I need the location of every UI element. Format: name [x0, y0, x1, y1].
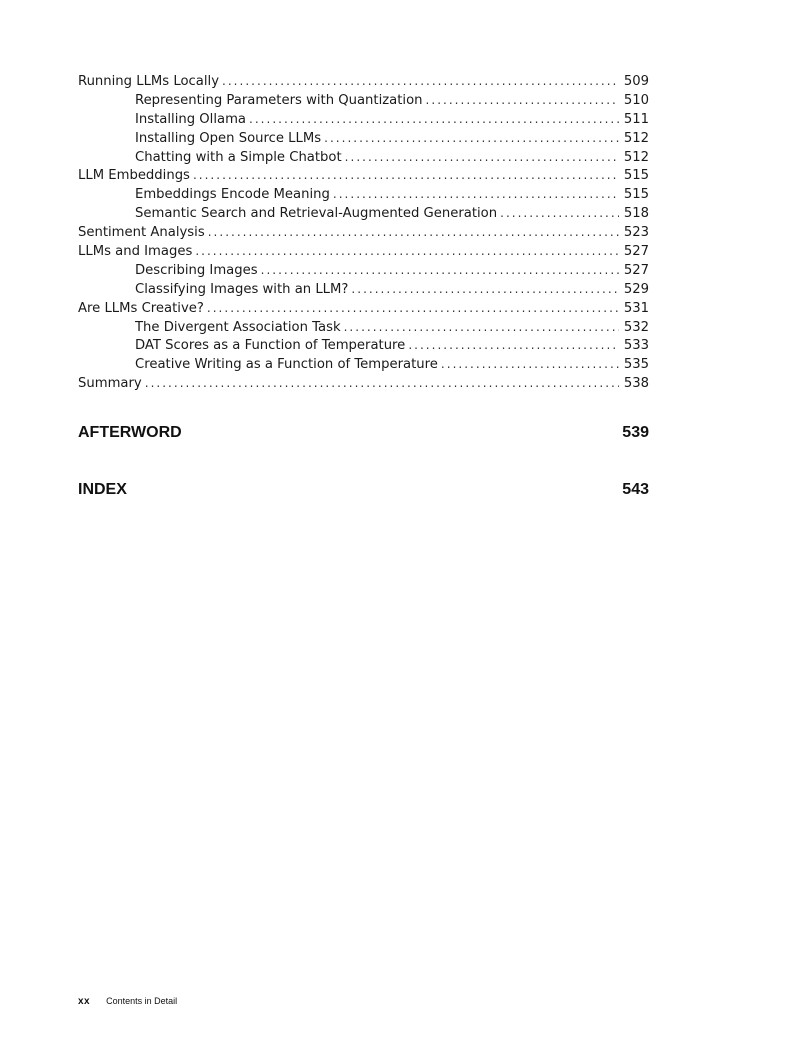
toc-entry-llm-embeddings[interactable]: [78, 166, 649, 185]
toc-entry-title: LLM Embeddings: [78, 168, 190, 184]
toc-entry-dat-scores-temperature[interactable]: [78, 336, 649, 355]
dot-leader: [351, 280, 619, 299]
toc-entry-page: 515: [623, 187, 649, 203]
toc-entry-page: 527: [623, 262, 649, 278]
toc-entry-page: 511: [623, 111, 649, 127]
toc-entry-title: Creative Writing as a Function of Temperature: [135, 357, 438, 373]
toc-entry-title: Classifying Images with an LLM?: [135, 281, 349, 297]
toc-entry-page: 535: [623, 357, 649, 373]
toc-entry-page: 533: [623, 338, 649, 354]
toc-entry-title: Installing Open Source LLMs: [135, 130, 322, 146]
dot-leader: [408, 336, 619, 355]
toc-entry-title: Sentiment Analysis: [78, 225, 205, 241]
dot-leader: [207, 299, 619, 318]
dot-leader: [333, 185, 619, 204]
toc-entry-llms-and-images[interactable]: [78, 242, 649, 261]
toc-entry-title: LLMs and Images: [78, 244, 193, 260]
toc-entry-summary[interactable]: [78, 374, 649, 393]
dot-leader: [426, 91, 619, 110]
toc-entry-sentiment-analysis[interactable]: [78, 223, 649, 242]
toc-entry-page: 510: [623, 92, 649, 108]
toc-entry-page: 512: [623, 149, 649, 165]
toc-entry-page: 531: [623, 300, 649, 316]
toc-entry-page: 509: [623, 74, 649, 89]
dot-leader: [441, 355, 619, 374]
toc-entry-page: 529: [623, 281, 649, 297]
toc-entry-title: Chatting with a Simple Chatbot: [135, 149, 342, 165]
toc-entry-afterword[interactable]: [78, 424, 649, 442]
index-page: 543: [622, 481, 649, 498]
toc-entry-chatting-simple-chatbot[interactable]: [78, 148, 649, 167]
toc-entry-creative-writing-temperature[interactable]: [78, 355, 649, 374]
dot-leader: [345, 148, 619, 167]
toc-entry-title: Installing Ollama: [135, 111, 246, 127]
toc-entry-are-llms-creative[interactable]: [78, 299, 649, 318]
toc-entry-index[interactable]: [78, 481, 649, 499]
toc-entry-title: Embeddings Encode Meaning: [135, 187, 330, 203]
dot-leader: [324, 129, 619, 148]
afterword-title: AFTERWORD: [78, 424, 182, 441]
toc-entry-page: 515: [623, 168, 649, 184]
toc-entry-installing-open-source-llms[interactable]: [78, 129, 649, 148]
dot-leader: [195, 242, 619, 261]
toc-entry-installing-ollama[interactable]: [78, 110, 649, 129]
toc-entry-divergent-association-task[interactable]: [78, 318, 649, 337]
dot-leader: [208, 223, 619, 242]
toc-entry-title: DAT Scores as a Function of Temperature: [135, 338, 406, 354]
footer-page-number: xx: [78, 996, 91, 1007]
toc-entry-title: The Divergent Association Task: [135, 319, 341, 335]
toc-entry-page: 523: [623, 225, 649, 241]
dot-leader: [344, 318, 619, 337]
dot-leader: [222, 72, 619, 91]
dot-leader: [145, 374, 619, 393]
toc-entry-representing-parameters[interactable]: [78, 91, 649, 110]
index-title: INDEX: [78, 481, 127, 498]
toc-entry-embeddings-encode-meaning[interactable]: [78, 185, 649, 204]
dot-leader: [500, 204, 619, 223]
dot-leader: [261, 261, 619, 280]
toc-entry-title: Representing Parameters with Quantization: [135, 92, 423, 108]
toc-entry-semantic-search-rag[interactable]: [78, 204, 649, 223]
dot-leader: [193, 166, 619, 185]
toc-entry-describing-images[interactable]: [78, 261, 649, 280]
toc-entry-title: Summary: [78, 376, 142, 392]
toc-entry-title: Describing Images: [135, 262, 258, 278]
page-footer: [78, 996, 177, 1007]
toc-entry-running-llms-locally[interactable]: [78, 72, 649, 91]
toc-entry-classifying-images[interactable]: [78, 280, 649, 299]
afterword-page: 539: [622, 424, 649, 441]
toc-entry-title: Are LLMs Creative?: [78, 300, 204, 316]
toc-entry-page: 527: [623, 244, 649, 260]
toc-entry-title: Semantic Search and Retrieval-Augmented Generation: [135, 206, 498, 222]
toc-entry-page: 538: [623, 376, 649, 392]
table-of-contents: [78, 72, 649, 393]
dot-leader: [249, 110, 619, 129]
toc-entry-page: 532: [623, 319, 649, 335]
toc-entry-title: Running LLMs Locally: [78, 74, 220, 89]
toc-entry-page: 512: [623, 130, 649, 146]
toc-entry-page: 518: [623, 206, 649, 222]
footer-label: Contents in Detail: [106, 996, 178, 1006]
